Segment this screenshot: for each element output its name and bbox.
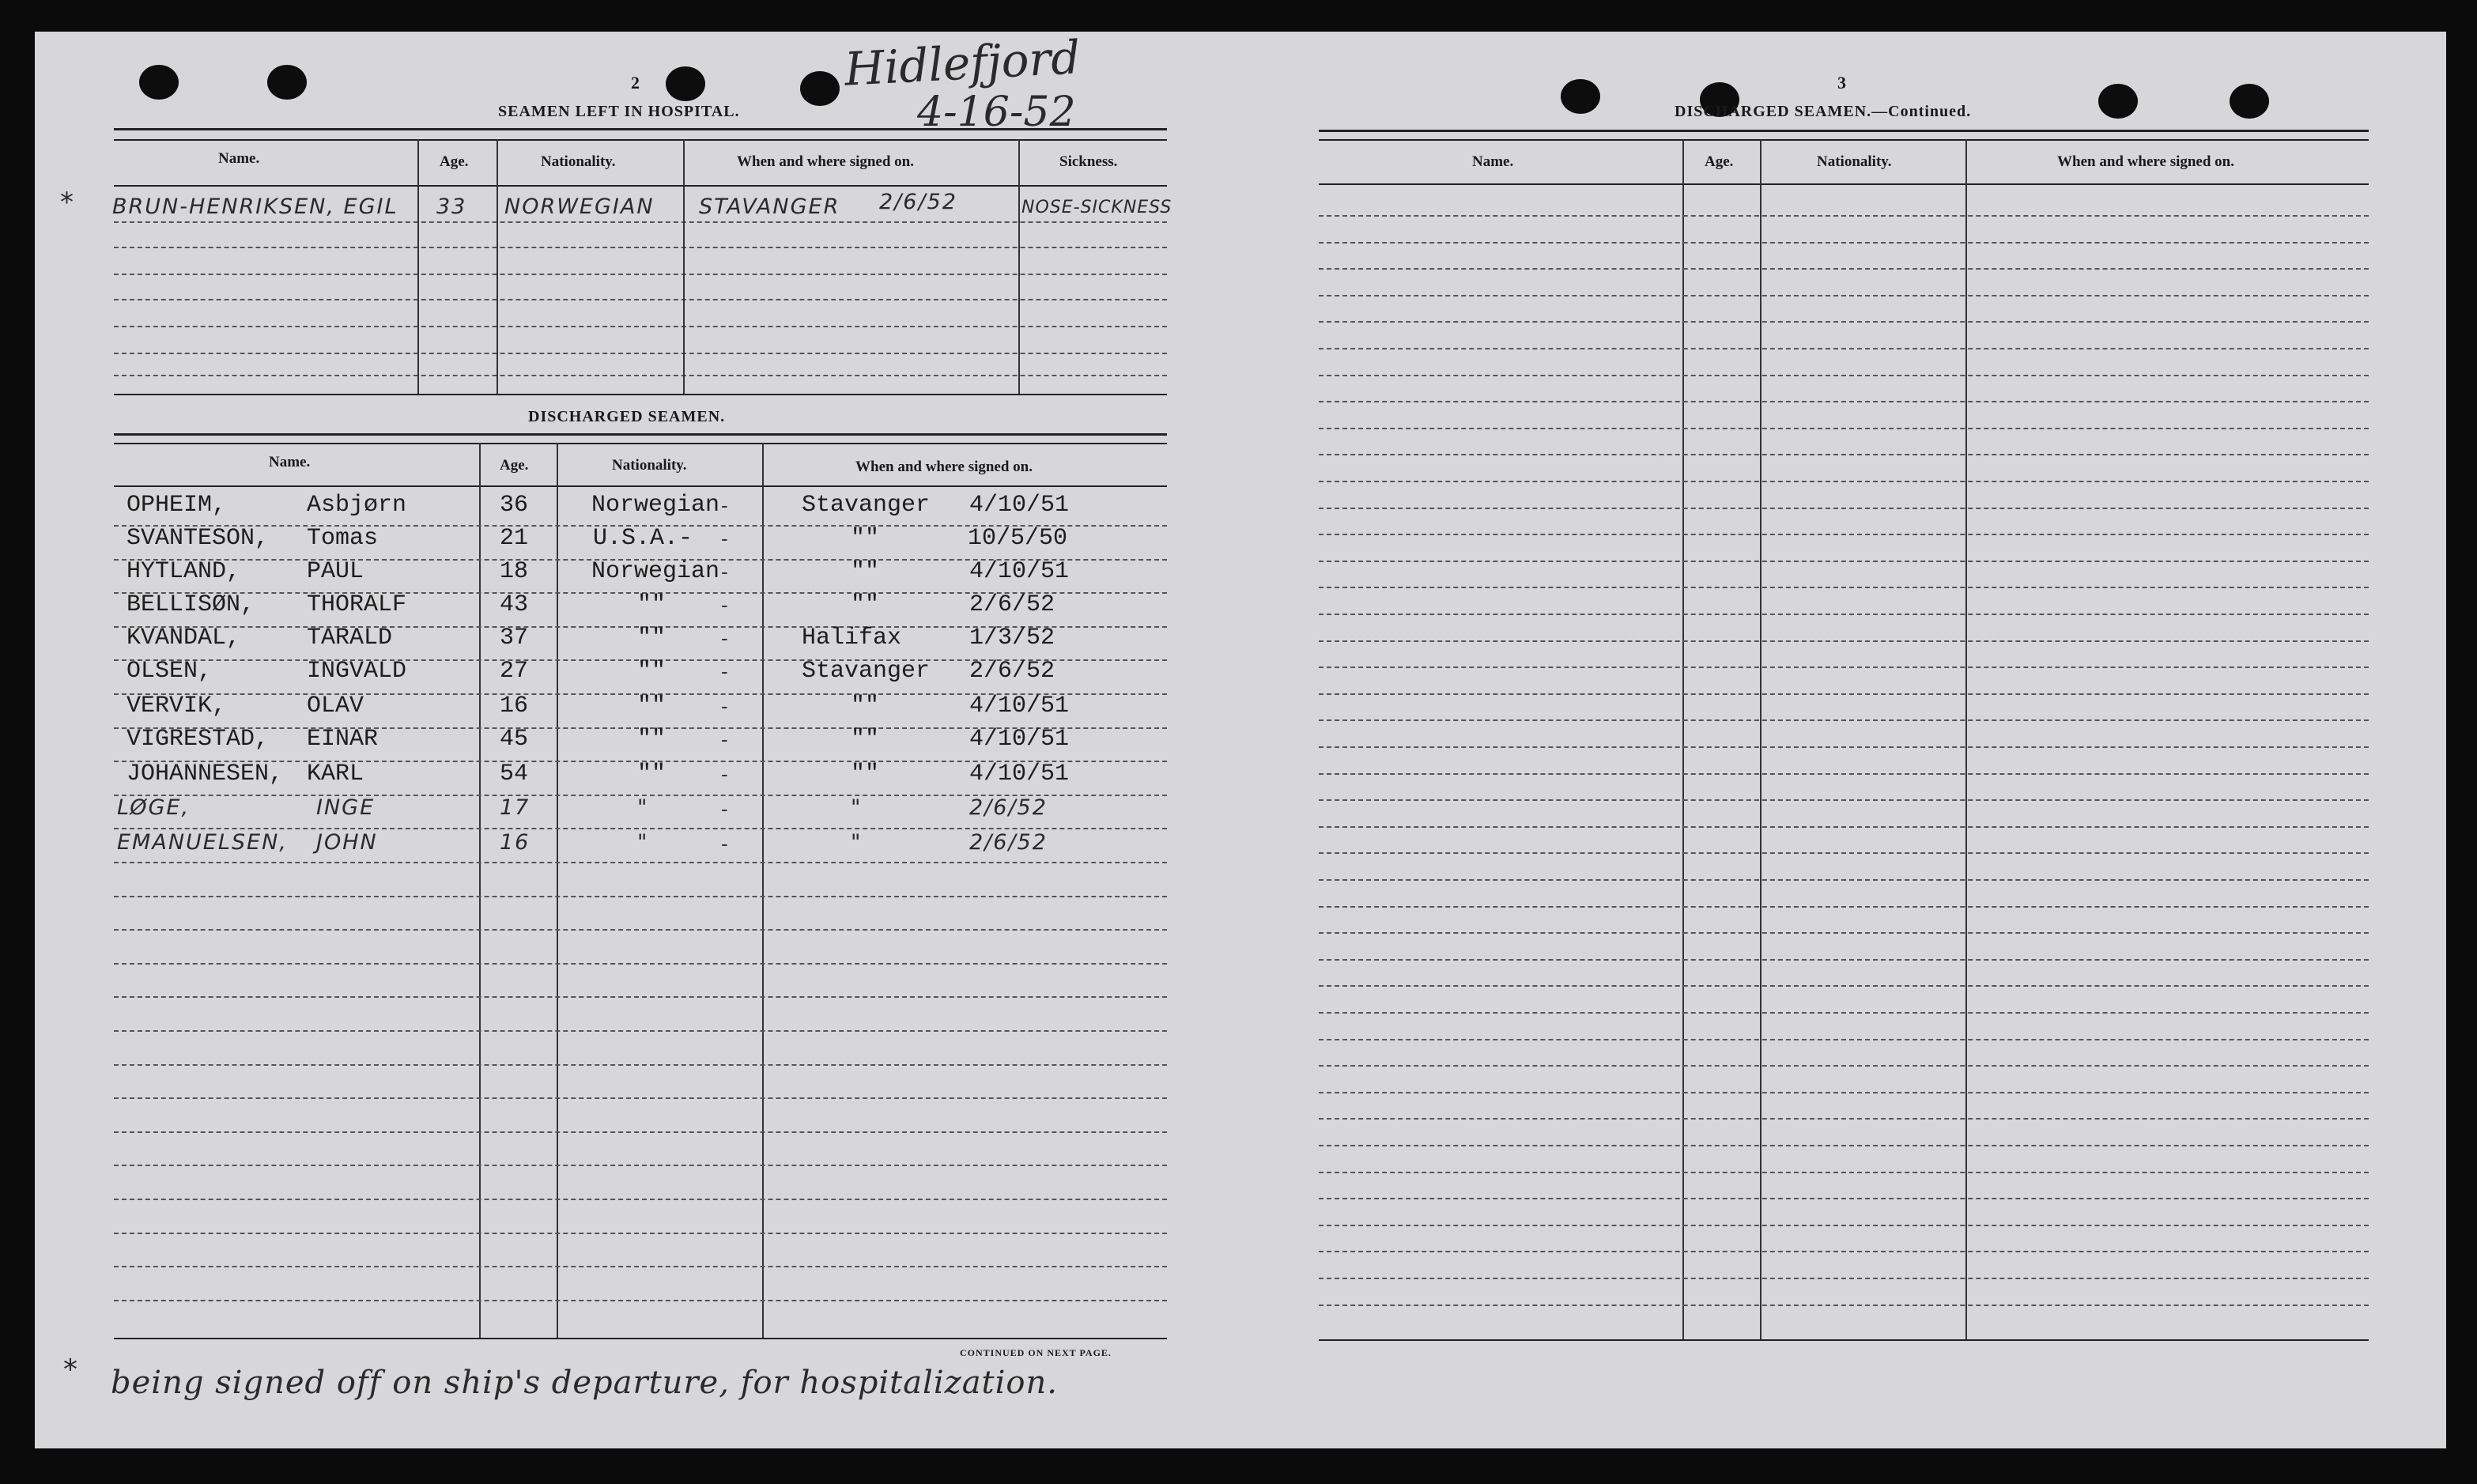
discharged-given-name: OLAV (307, 693, 364, 719)
discharged-nationality: Norwegian (591, 558, 720, 585)
col-divider (497, 139, 498, 394)
discharged-age: 17 (500, 795, 531, 820)
discharged-surname: JOHANNESEN, (126, 761, 284, 787)
check-mark: - (721, 659, 728, 683)
row-line (1319, 614, 2369, 615)
discharged-place: " (851, 830, 863, 855)
discharged-date: 4/10/51 (969, 492, 1070, 519)
rule (114, 394, 1167, 395)
page-number-right: 3 (1837, 73, 1846, 93)
row-line (1319, 534, 2369, 535)
punch-hole (666, 66, 705, 101)
rule (114, 139, 1167, 141)
discharged-surname: EMANUELSEN, (117, 830, 288, 855)
col-header-name: Name. (218, 150, 260, 167)
discharged-date: 10/5/50 (968, 525, 1068, 552)
discharged-age: 43 (500, 591, 529, 618)
row-line (114, 247, 1167, 248)
check-mark: - (721, 694, 728, 718)
rule (114, 128, 1167, 130)
col-divider (762, 443, 764, 1338)
discharged-date: 4/10/51 (969, 761, 1070, 787)
discharged-nationality: U.S.A.- (593, 525, 693, 552)
discharged-date: 2/6/52 (969, 830, 1048, 855)
row-line (114, 1233, 1167, 1234)
row-line (114, 828, 1167, 829)
row-line (1319, 666, 2369, 668)
discharged-nationality: "" (637, 726, 666, 753)
row-line (1319, 508, 2369, 509)
hospital-name: BRUN-HENRIKSEN, EGIL (112, 194, 398, 219)
row-line (1319, 1251, 2369, 1252)
row-line (1319, 242, 2369, 244)
col-divider (417, 139, 419, 394)
col-header-age: Age. (500, 457, 529, 474)
col-header-name: Name. (269, 454, 311, 470)
row-line (1319, 826, 2369, 828)
discharged-place: "" (851, 761, 880, 787)
discharged-continued-title: DISCHARGED SEAMEN.—Continued. (1675, 103, 1972, 120)
row-line (1319, 215, 2369, 217)
hospital-age: 33 (436, 194, 467, 219)
discharged-age: 45 (500, 726, 529, 753)
footnote-asterisk: * (63, 1354, 79, 1386)
discharged-given-name: Asbjørn (307, 492, 407, 519)
discharged-nationality: "" (637, 693, 666, 719)
row-line (114, 326, 1167, 327)
col-header-sickness: Sickness. (1059, 153, 1118, 170)
row-line (1319, 268, 2369, 270)
row-line (1319, 746, 2369, 748)
discharged-age: 27 (500, 658, 529, 685)
footnote-text: being signed off on ship's departure, for hospitalization. (111, 1365, 1058, 1401)
col-header-nationality: Nationality. (1817, 153, 1892, 170)
row-line (1319, 985, 2369, 987)
row-line (1319, 321, 2369, 323)
row-line (1319, 1225, 2369, 1226)
discharged-date: 4/10/51 (969, 693, 1070, 719)
row-line (114, 1300, 1167, 1301)
col-header-nationality: Nationality. (541, 153, 616, 170)
row-line (1319, 1198, 2369, 1199)
row-line (1319, 1012, 2369, 1014)
discharged-place: "" (851, 693, 880, 719)
row-line (114, 963, 1167, 965)
date-handwritten: 4-16-52 (917, 89, 1076, 136)
discharged-given-name: TARALD (307, 625, 393, 651)
discharged-given-name: KARL (307, 761, 364, 787)
rule (114, 485, 1167, 487)
discharged-surname: OPHEIM, (126, 492, 227, 519)
punch-hole (2098, 84, 2138, 119)
row-line (1319, 773, 2369, 775)
row-line (114, 1097, 1167, 1099)
discharged-given-name: Tomas (307, 525, 379, 552)
discharged-age: 36 (500, 492, 529, 519)
check-mark: - (721, 626, 728, 650)
discharged-age: 54 (500, 761, 529, 787)
col-divider (1682, 139, 1684, 1339)
row-line (1319, 799, 2369, 801)
discharged-nationality: "" (637, 658, 666, 685)
punch-hole (139, 65, 179, 100)
rule (1319, 130, 2369, 132)
hospital-asterisk: * (60, 187, 75, 218)
discharged-given-name: PAUL (307, 558, 364, 585)
discharged-nationality: "" (637, 625, 666, 651)
check-mark: - (721, 762, 728, 786)
col-header-nationality: Nationality. (612, 457, 687, 474)
discharged-place: " (851, 795, 863, 820)
row-line (1319, 295, 2369, 296)
row-line (1319, 959, 2369, 961)
row-line (114, 1030, 1167, 1032)
discharged-title: DISCHARGED SEAMEN. (528, 408, 726, 425)
row-line (1319, 561, 2369, 562)
check-mark: - (721, 593, 728, 617)
discharged-given-name: JOHN (316, 830, 378, 855)
check-mark: - (721, 527, 728, 550)
rule (1319, 183, 2369, 185)
row-line (1319, 640, 2369, 642)
row-line (1319, 1118, 2369, 1120)
discharged-surname: VERVIK, (126, 693, 227, 719)
discharged-date: 4/10/51 (969, 558, 1070, 585)
discharged-age: 21 (500, 525, 529, 552)
check-mark: - (721, 560, 728, 583)
document-sheet (35, 32, 2446, 1448)
col-divider (683, 139, 685, 394)
discharged-given-name: EINAR (307, 726, 379, 753)
col-header-signed-on: When and where signed on. (855, 459, 1033, 475)
row-line (1319, 906, 2369, 908)
discharged-given-name: INGE (316, 795, 376, 820)
col-header-age: Age. (1705, 153, 1734, 170)
discharged-age: 16 (500, 830, 531, 855)
rule (1319, 139, 2369, 141)
row-line (1319, 1145, 2369, 1146)
row-line (114, 862, 1167, 863)
row-line (1319, 1172, 2369, 1173)
discharged-surname: HYTLAND, (126, 558, 241, 585)
row-line (114, 353, 1167, 354)
row-line (114, 299, 1167, 300)
row-line (1319, 879, 2369, 881)
discharged-nationality: Norwegian (591, 492, 720, 519)
rule (1319, 1339, 2369, 1341)
row-line (114, 221, 1167, 223)
ship-name-handwritten: Hidlefjord (843, 30, 1082, 96)
discharged-date: 2/6/52 (969, 795, 1048, 820)
hospital-signed-date: 2/6/52 (879, 190, 957, 214)
punch-hole (2230, 84, 2269, 119)
row-line (1319, 693, 2369, 695)
row-line (114, 274, 1167, 275)
rule (114, 1338, 1167, 1339)
col-header-signed-on: When and where signed on. (737, 153, 915, 170)
discharged-age: 16 (500, 693, 529, 719)
row-line (114, 929, 1167, 931)
col-divider (1760, 139, 1761, 1339)
discharged-surname: OLSEN, (126, 658, 213, 685)
col-header-age: Age. (440, 153, 469, 170)
discharged-age: 37 (500, 625, 529, 651)
discharged-nationality: " (637, 830, 649, 855)
col-divider (1018, 139, 1020, 394)
hospital-signed-place: STAVANGER (699, 194, 840, 219)
row-line (1319, 1092, 2369, 1093)
check-mark: - (721, 832, 728, 855)
continued-note: CONTINUED ON NEXT PAGE. (960, 1347, 1112, 1358)
row-line (1319, 428, 2369, 429)
page-number-left: 2 (631, 73, 640, 93)
row-line (1319, 587, 2369, 588)
col-header-name: Name. (1472, 153, 1514, 170)
row-line (1319, 1278, 2369, 1279)
discharged-given-name: THORALF (307, 591, 407, 618)
row-line (1319, 1065, 2369, 1067)
row-line (114, 1165, 1167, 1166)
discharged-surname: VIGRESTAD, (126, 726, 270, 753)
col-header-signed-on: When and where signed on. (2057, 153, 2235, 170)
discharged-place: "" (851, 525, 880, 552)
discharged-nationality: "" (637, 761, 666, 787)
discharged-age: 18 (500, 558, 529, 585)
row-line (1319, 932, 2369, 934)
discharged-date: 2/6/52 (969, 658, 1055, 685)
discharged-date: 2/6/52 (969, 591, 1055, 618)
row-line (1319, 719, 2369, 721)
row-line (1319, 481, 2369, 482)
row-line (114, 996, 1167, 998)
rule (114, 443, 1167, 444)
discharged-given-name: INGVALD (307, 658, 407, 685)
check-mark: - (721, 727, 728, 751)
row-line (114, 375, 1167, 376)
discharged-place: "" (851, 726, 880, 753)
discharged-nationality: "" (637, 591, 666, 618)
row-line (1319, 1305, 2369, 1306)
discharged-surname: SVANTESON, (126, 525, 270, 552)
row-line (114, 896, 1167, 897)
discharged-place: Stavanger (802, 658, 931, 685)
row-line (114, 1199, 1167, 1200)
discharged-place: Stavanger (802, 492, 931, 519)
check-mark: - (721, 797, 728, 821)
discharged-date: 4/10/51 (969, 726, 1070, 753)
row-line (114, 1064, 1167, 1066)
row-line (1319, 852, 2369, 854)
punch-hole (1561, 79, 1600, 114)
row-line (1319, 401, 2369, 402)
hospital-nationality: NORWEGIAN (504, 194, 655, 219)
col-divider (557, 443, 558, 1338)
punch-hole (800, 71, 840, 106)
row-line (114, 1131, 1167, 1133)
discharged-nationality: " (637, 795, 649, 820)
col-divider (1965, 139, 1967, 1339)
row-line (1319, 375, 2369, 376)
discharged-place: "" (851, 591, 880, 618)
row-line (1319, 1039, 2369, 1040)
punch-hole (267, 65, 307, 100)
row-line (1319, 348, 2369, 349)
row-line (114, 1266, 1167, 1267)
rule (114, 433, 1167, 436)
discharged-surname: KVANDAL, (126, 625, 241, 651)
row-line (1319, 454, 2369, 455)
check-mark: - (721, 493, 728, 517)
rule (114, 185, 1167, 187)
discharged-date: 1/3/52 (969, 625, 1055, 651)
hospital-title: SEAMEN LEFT IN HOSPITAL. (498, 103, 740, 120)
discharged-surname: BELLISØN, (126, 591, 255, 618)
discharged-surname: LØGE, (117, 795, 191, 820)
discharged-place: "" (851, 558, 880, 585)
discharged-place: Halifax (802, 625, 902, 651)
hospital-sickness: NOSE-SICKNESS (1021, 198, 1172, 217)
col-divider (479, 443, 481, 1338)
